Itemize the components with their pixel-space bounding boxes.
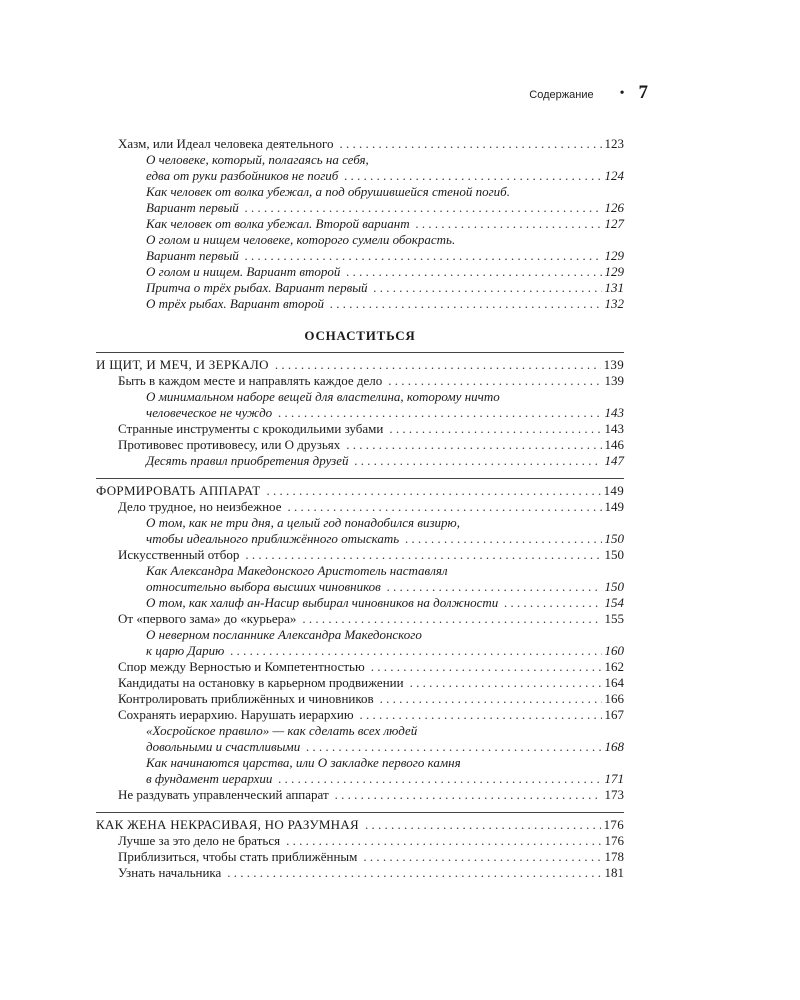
toc-page-number: 181 (604, 865, 624, 880)
dot-leader (278, 405, 601, 421)
toc-entry (96, 787, 624, 803)
dot-leader (388, 373, 601, 389)
toc-page-number: 150 (604, 547, 624, 562)
toc-entry (96, 373, 624, 389)
toc-page-number: 143 (604, 421, 624, 436)
toc-entry-title: Искусственный отбор (118, 547, 240, 562)
toc-entry (96, 849, 624, 865)
toc-page-number: 129 (604, 264, 624, 279)
toc-entry-title: Сохранять иерархию. Нарушать иерархию (118, 707, 354, 722)
toc-entry (96, 168, 624, 184)
dot-leader (405, 531, 601, 547)
toc-entry-title-line: О человеке, который, полагаясь на себя, (146, 152, 369, 167)
toc-entry-title-line: О голом и нищем человеке, которого сумели обокрасть. (146, 232, 456, 247)
toc-entry-title: И ЩИТ, И МЕЧ, И ЗЕРКАЛО (96, 357, 269, 372)
toc-entry (96, 833, 624, 849)
toc-page-number: 176 (603, 817, 624, 832)
dot-leader (410, 675, 602, 691)
dot-leader (245, 248, 602, 264)
dot-leader (387, 579, 602, 595)
toc-block-shield (96, 357, 624, 469)
toc-page-number: 160 (604, 643, 624, 658)
divider (96, 478, 624, 479)
toc-page-number: 178 (604, 849, 624, 864)
part-title: ОСНАСТИТЬСЯ (304, 328, 416, 343)
toc-page-number: 166 (604, 691, 624, 706)
toc-block-apparatus (96, 483, 624, 803)
toc-entry-title: Десять правил приобретения друзей (146, 453, 349, 468)
dot-leader (416, 216, 602, 232)
toc-entry (96, 707, 624, 723)
dot-leader (346, 437, 601, 453)
dot-leader (371, 659, 602, 675)
toc-entry (96, 771, 624, 787)
toc-page-number: 155 (604, 611, 624, 626)
dot-leader (230, 643, 601, 659)
toc-entry (96, 296, 624, 312)
toc-entry (96, 264, 624, 280)
toc-entry-title: относительно выбора высших чиновников (146, 579, 381, 594)
toc-entry-title-line: О том, как не три дня, а целый год понадобился визирю, (146, 515, 460, 530)
toc-page-number: 132 (604, 296, 624, 311)
toc-entry-title: Контролировать приближённых и чиновников (118, 691, 374, 706)
toc-page-number: 162 (604, 659, 624, 674)
toc-entry (96, 248, 624, 264)
dot-leader (346, 264, 601, 280)
toc-page-number: 171 (604, 771, 624, 786)
toc-entry (96, 136, 624, 152)
dot-leader (245, 200, 602, 216)
toc-entry-title: Не раздувать управленческий аппарат (118, 787, 329, 802)
table-of-contents (96, 136, 624, 881)
toc-page-number: 147 (604, 453, 624, 468)
toc-entry-title: к царю Дарию (146, 643, 225, 658)
dot-leader (335, 787, 602, 803)
toc-page-number: 127 (604, 216, 624, 231)
toc-entry-title-line: О минимальном наборе вещей для властелина, которому ничто (146, 389, 500, 404)
toc-entry-title: Дело трудное, но неизбежное (118, 499, 282, 514)
toc-entry-title: Узнать начальника (118, 865, 222, 880)
dot-leader (286, 833, 601, 849)
divider (96, 352, 624, 353)
page-number: 7 (638, 82, 648, 103)
toc-entry-title-line: «Хосройское правило» — как сделать всех людей (146, 723, 418, 738)
toc-entry (96, 405, 624, 421)
toc-page-number: 139 (603, 357, 624, 372)
toc-entry-title-line: О неверном посланнике Александра Македонского (146, 627, 422, 642)
toc-block-hazm (96, 136, 624, 312)
toc-entry (96, 659, 624, 675)
toc-entry (96, 421, 624, 437)
toc-page-number: 149 (604, 499, 624, 514)
toc-page-number: 123 (604, 136, 624, 151)
toc-page-number: 126 (604, 200, 624, 215)
dot-leader (380, 691, 602, 707)
toc-entry (96, 547, 624, 563)
toc-page-number: 129 (604, 248, 624, 263)
toc-entry (96, 216, 624, 232)
toc-entry-title: О голом и нищем. Вариант второй (146, 264, 341, 279)
toc-page-number: 124 (604, 168, 624, 183)
toc-entry (96, 357, 624, 373)
dot-leader (374, 280, 602, 296)
toc-entry (96, 453, 624, 469)
toc-page-number: 164 (604, 675, 624, 690)
dot-leader (389, 421, 601, 437)
toc-entry (96, 675, 624, 691)
dot-leader (245, 547, 601, 563)
toc-entry-title: Вариант первый (146, 200, 239, 215)
dot-leader (504, 595, 601, 611)
toc-entry (96, 595, 624, 611)
toc-entry-title: Притча о трёх рыбах. Вариант первый (146, 280, 368, 295)
dot-leader (227, 865, 601, 881)
toc-entry-title: Кандидаты на остановку в карьерном продвижении (118, 675, 404, 690)
dot-leader (278, 771, 601, 787)
toc-page-number: 150 (604, 579, 624, 594)
toc-entry (96, 437, 624, 453)
toc-entry (96, 865, 624, 881)
dot-leader (275, 357, 601, 373)
dot-leader (355, 453, 602, 469)
running-header (529, 82, 648, 104)
divider (96, 812, 624, 813)
dot-leader (365, 817, 601, 833)
toc-entry-title-line: Как человек от волка убежал, а под обрушившейся стеной погиб. (146, 184, 510, 199)
toc-page-number: 146 (604, 437, 624, 452)
toc-entry (96, 739, 624, 755)
toc-page-number: 131 (604, 280, 624, 295)
toc-entry-title: довольными и счастливыми (146, 739, 301, 754)
toc-entry-title: Быть в каждом месте и направлять каждое дело (118, 373, 383, 388)
toc-page-number: 139 (604, 373, 624, 388)
toc-entry (96, 200, 624, 216)
toc-block-wife (96, 817, 624, 881)
running-header-title: Содержание (529, 89, 594, 101)
dot-leader (302, 611, 601, 627)
toc-entry-title: О трёх рыбах. Вариант второй (146, 296, 324, 311)
toc-page-number: 154 (604, 595, 624, 610)
toc-entry-title: ФОРМИРОВАТЬ АППАРАТ (96, 483, 261, 498)
toc-entry-title: в фундамент иерархии (146, 771, 273, 786)
toc-entry-title: чтобы идеального приближённого отыскать (146, 531, 400, 546)
toc-page-number: 150 (604, 531, 624, 546)
toc-entry-title-line: Как Александра Македонского Аристотель наставлял (146, 563, 448, 578)
toc-page-number: 176 (604, 833, 624, 848)
toc-entry-title: Вариант первый (146, 248, 239, 263)
toc-entry-title: От «первого зама» до «курьера» (118, 611, 297, 626)
toc-entry-title: Противовес противовесу, или О друзьях (118, 437, 341, 452)
dot-leader (330, 296, 602, 312)
toc-page-number: 149 (603, 483, 624, 498)
toc-entry-title-line: Как начинаются царства, или О закладке первого камня (146, 755, 461, 770)
dot-leader (340, 136, 602, 152)
dot-leader (363, 849, 601, 865)
toc-entry (96, 280, 624, 296)
toc-entry-title: Хазм, или Идеал человека деятельного (118, 136, 334, 151)
toc-entry (96, 579, 624, 595)
toc-page-number: 168 (604, 739, 624, 754)
toc-page-number: 143 (604, 405, 624, 420)
toc-entry (96, 691, 624, 707)
toc-page-number: 167 (604, 707, 624, 722)
toc-entry-title: Странные инструменты с крокодильими зубами (118, 421, 384, 436)
toc-entry-title: Как человек от волка убежал. Второй вариант (146, 216, 410, 231)
toc-entry-title: Приблизиться, чтобы стать приближённым (118, 849, 358, 864)
toc-entry-title: Спор между Верностью и Компетентностью (118, 659, 365, 674)
dot-leader (267, 483, 601, 499)
toc-entry-title: КАК ЖЕНА НЕКРАСИВАЯ, НО РАЗУМНАЯ (96, 817, 360, 832)
toc-entry (96, 643, 624, 659)
toc-entry-title: человеческое не чуждо (146, 405, 273, 420)
dot-leader (306, 739, 601, 755)
toc-entry-title: едва от руки разбойников не погиб (146, 168, 339, 183)
toc-entry (96, 483, 624, 499)
dot-leader (360, 707, 602, 723)
toc-entry (96, 499, 624, 515)
dot-leader (288, 499, 602, 515)
toc-entry (96, 611, 624, 627)
dot-leader (344, 168, 601, 184)
toc-entry-title: О том, как халиф ан-Насир выбирал чиновников на должности (146, 595, 499, 610)
toc-entry-title: Лучше за это дело не браться (118, 833, 281, 848)
toc-entry (96, 817, 624, 833)
bullet-separator-icon: • (619, 86, 625, 101)
toc-entry (96, 531, 624, 547)
toc-page-number: 173 (604, 787, 624, 802)
